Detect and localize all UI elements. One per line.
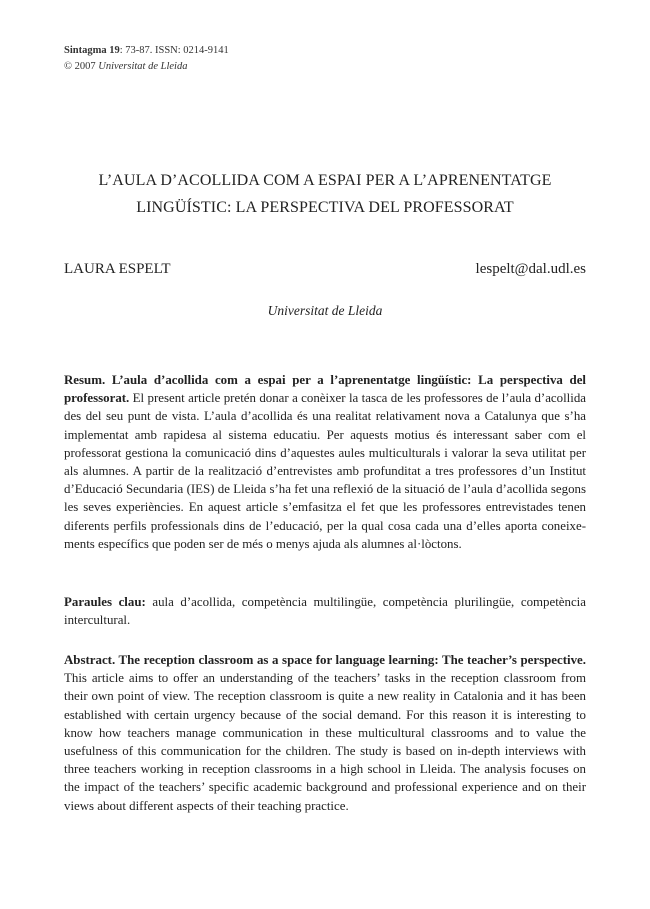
journal-header [64,43,229,75]
journal-name: Sintagma 19 [64,45,120,56]
author-email[interactable]: lespelt@dal.udl.es [475,261,586,277]
copyright-year: © 2007 [64,61,99,72]
article-title-line-1: L’AULA D’ACOLLIDA COM A ESPAI PER A L’APRENENTATGE [98,172,552,189]
keywords-heading: Paraules clau: [64,595,146,609]
abstract-heading: Abstract. The reception classroom as a space for language learning: The teacher’s perspective. [64,653,586,667]
resum-text: El present article pretén donar a conèixer la tasca de les professores de l’aula d’acollida des del seu punt de vista. L’aula d’acollida és una realitat relativament nova a Catalunya que s’ha implementat amb rapidesa al sistema educatiu. Per aquests motius és interessant saber com el professorat gestiona la comunicació dins d’aquestes aules multiculturals i valorar la seva utilitat per als alumnes. A partir de la realització d’entrevistes amb profunditat a tres professores d’un Institut d’Educació Secundaria (IES) de Lleida s’ha fet una reflexió de la situació de l’aula d’acollida segons les seves experiències. En aquest article s’emfasitza el fet que les professores entrevistades tenen diferents perfils professionals dins de l’educació, per la qual cosa cada una d’elles aporta coneixements específics que poden ser de més o menys ajuda als alumnes al·lòctons. [64,391,586,551]
keywords-paragraph [64,593,586,629]
article-title [64,167,586,221]
journal-pages-issn: : 73-87. ISSN: 0214-9141 [119,45,229,56]
author-name: LAURA ESPELT [64,261,171,277]
author-affiliation: Universitat de Lleida [267,303,383,318]
copyright-line [64,59,229,75]
keywords-text: aula d’acollida, competència multilingüe, competència plurilingüe, competència intercultural. [64,595,586,628]
resum-paragraph [64,371,586,553]
resum-heading: Resum. L’aula d’acollida com a espai per a l’aprenentatge lingüístic: La perspectiva del professorat. [64,373,586,406]
abstract-text: This article aims to offer an understanding of the teachers’ tasks in the reception classroom from their own point of view. The reception classroom is quite a new reality in Catalonia and it has been established with certain urgency because of the social demand. For this reason it is interesting to know how teachers manage communication in these multicultural classrooms and to value the usefulness of this communication for the children. The study is based on in-depth interviews with three teachers working in reception classrooms in a high school in Lleida. The analysis focuses on the impact of the teachers’ specific academic background and professional experience and on their views about different aspects of their teaching practice. [64,671,586,813]
publisher-name: Universitat de Lleida [98,61,188,72]
journal-citation-line [64,43,229,59]
article-title-line-2: LINGÜÍSTIC: LA PERSPECTIVA DEL PROFESSORAT [136,199,514,216]
abstract-paragraph [64,651,586,815]
